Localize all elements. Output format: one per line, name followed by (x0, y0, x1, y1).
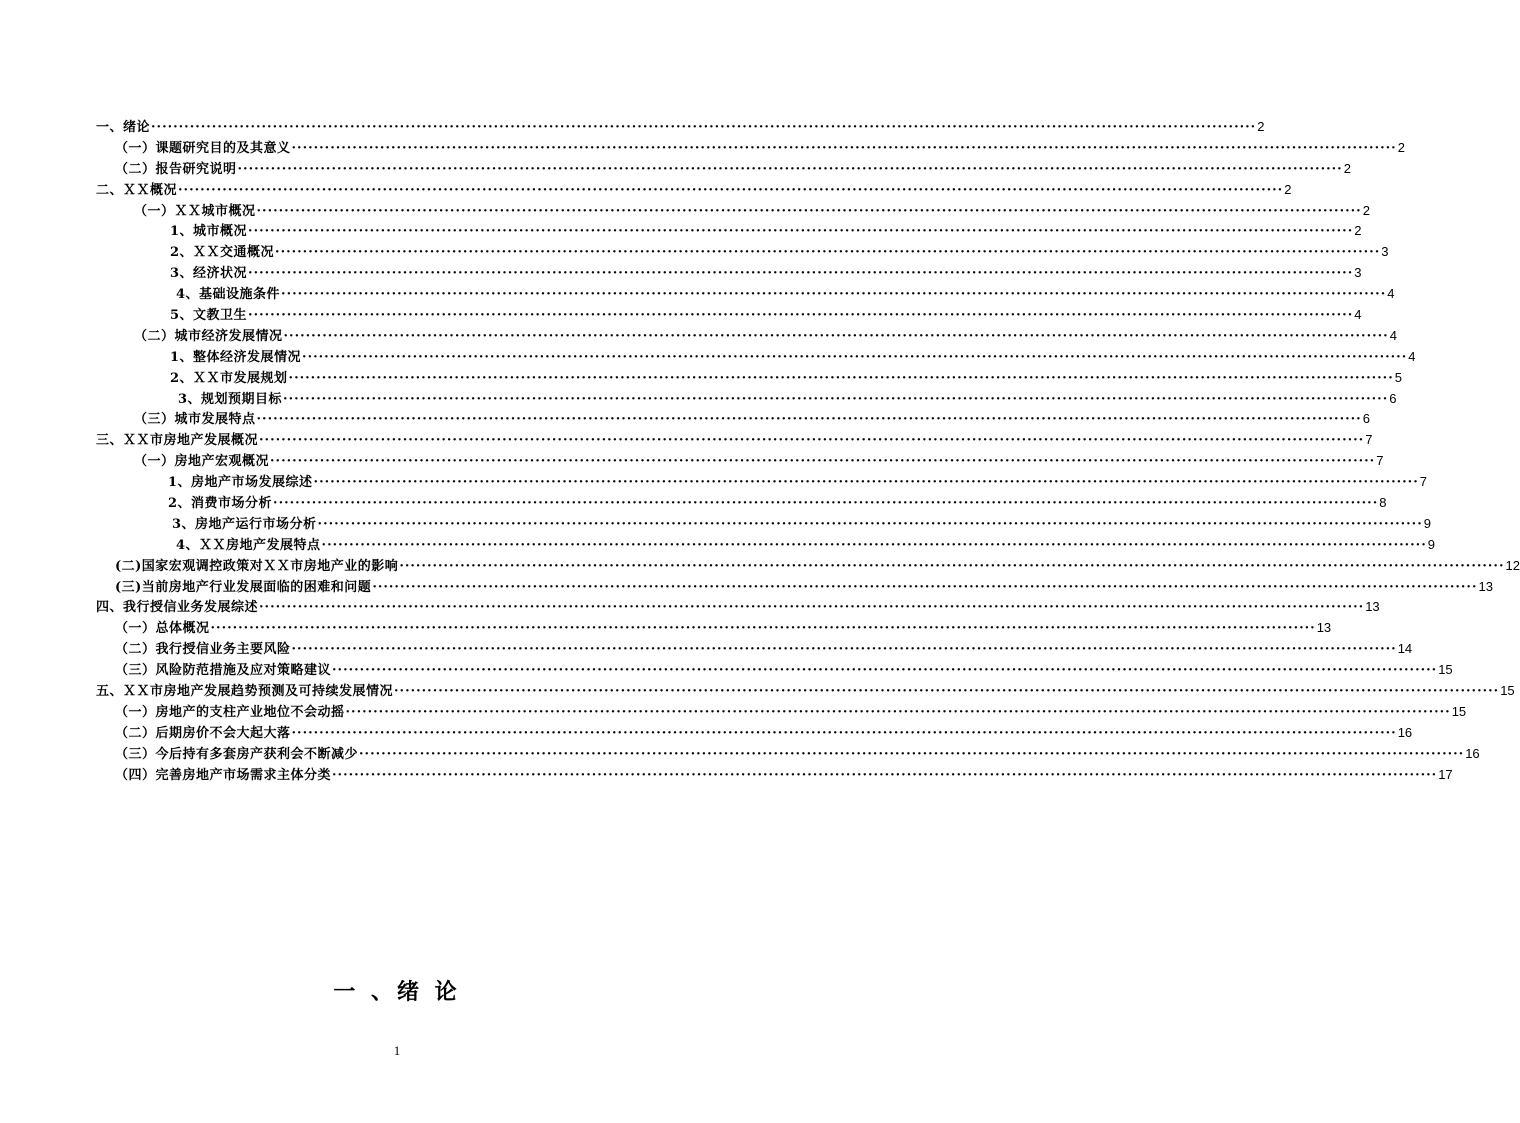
toc-entry-label: 1、房地产市场发展综述 (168, 475, 313, 491)
toc-entry-label: 4、基础设施条件 (176, 287, 281, 303)
toc-entry-label: （二）后期房价不会大起大落 (115, 725, 291, 741)
toc-dot-leader: ········································································································································································································ (256, 203, 1362, 219)
toc-entry-page: 2 (1284, 181, 1292, 197)
toc-entry-label: 4、ＸＸ房地产发展特点 (176, 537, 321, 553)
toc-entry-page: 12 (1505, 557, 1520, 573)
toc-dot-leader: ········································································································································································································ (399, 558, 1505, 574)
toc-entry-page: 14 (1397, 641, 1413, 657)
toc-entry-page: 5 (1394, 369, 1402, 385)
toc-entry[interactable] (96, 180, 1292, 201)
toc-entry-label: 3、经济状况 (170, 266, 248, 282)
toc-dot-leader: ········································································································································································································ (270, 454, 1376, 470)
toc-entry-page: 7 (1419, 474, 1427, 490)
toc-dot-leader: ········································································································································································································ (317, 516, 1423, 532)
toc-dot-leader: ········································································································································································································ (313, 475, 1419, 491)
toc-dot-leader: ········································································································································································································ (178, 182, 1284, 198)
toc-entry-page: 2 (1343, 160, 1351, 176)
toc-entry[interactable] (96, 660, 1453, 681)
toc-entry-label: 1、整体经济发展情况 (170, 349, 302, 365)
toc-entry-page: 2 (1354, 223, 1362, 239)
toc-entry[interactable] (96, 159, 1351, 180)
toc-entry-page: 15 (1438, 662, 1453, 678)
toc-entry-page: 7 (1376, 453, 1384, 469)
toc-entry[interactable] (96, 493, 1387, 514)
toc-entry[interactable] (96, 744, 1480, 765)
toc-entry-label: （二）报告研究说明 (115, 161, 237, 177)
toc-entry[interactable] (96, 326, 1397, 347)
toc-dot-leader: ········································································································································································································ (321, 537, 1427, 553)
toc-entry-label: 1、城市概况 (170, 224, 248, 240)
toc-entry-label: 三、ＸＸ市房地产发展概况 (96, 433, 259, 449)
toc-dot-leader: ········································································································································································································ (332, 767, 1438, 783)
toc-dot-leader: ········································································································································································································ (275, 245, 1381, 261)
toc-entry[interactable] (96, 201, 1370, 222)
toc-dot-leader: ········································································································································································································ (210, 621, 1316, 637)
toc-dot-leader: ········································································································································································································ (359, 746, 1465, 762)
toc-entry-page: 9 (1427, 536, 1435, 552)
toc-entry[interactable] (96, 389, 1397, 410)
toc-entry-label: 五、ＸＸ市房地产发展趋势预测及可持续发展情况 (96, 684, 394, 700)
toc-entry-label: 二、ＸＸ概况 (96, 182, 178, 198)
toc-dot-leader: ········································································································································································································ (248, 266, 1354, 282)
toc-dot-leader: ········································································································································································································ (288, 370, 1394, 386)
toc-entry-page: 15 (1451, 703, 1467, 719)
toc-dot-leader: ········································································································································································································ (259, 433, 1365, 449)
toc-entry[interactable] (96, 556, 1520, 577)
toc-entry[interactable] (96, 138, 1405, 159)
toc-dot-leader: ········································································································································································································ (259, 600, 1365, 616)
toc-dot-leader: ········································································································································································································ (256, 412, 1362, 428)
toc-dot-leader: ········································································································································································································ (372, 579, 1478, 595)
toc-entry[interactable] (96, 263, 1362, 284)
toc-entry-label: 2、ＸＸ交通概况 (170, 245, 275, 261)
toc-entry-label: 2、ＸＸ市发展规划 (170, 370, 288, 386)
toc-entry-page: 16 (1397, 724, 1413, 740)
toc-dot-leader: ········································································································································································································ (151, 120, 1257, 135)
toc-entry-label: （一）房地产的支柱产业地位不会动摇 (115, 704, 345, 720)
toc-entry-page: 13 (1478, 578, 1493, 594)
toc-entry[interactable] (96, 639, 1413, 660)
toc-entry[interactable] (96, 472, 1427, 493)
toc-entry[interactable] (96, 577, 1493, 598)
toc-entry-label: （三）风险防范措施及应对策略建议 (115, 663, 332, 679)
toc-entry-page: 6 (1389, 390, 1397, 406)
toc-entry[interactable] (96, 284, 1395, 305)
toc-entry-label: 四、我行授信业务发展综述 (96, 600, 259, 616)
toc-entry-page: 6 (1362, 411, 1370, 427)
toc-entry-page: 2 (1257, 119, 1265, 134)
toc-entry[interactable] (96, 765, 1453, 786)
toc-dot-leader: ········································································································································································································ (302, 349, 1408, 365)
toc-entry-page: 8 (1379, 495, 1387, 511)
toc-entry[interactable] (96, 117, 1265, 138)
toc-entry-page: 4 (1408, 348, 1416, 364)
toc-entry-page: 15 (1500, 683, 1515, 699)
toc-entry-label: （一）房地产宏观概况 (134, 454, 270, 470)
toc-entry-page: 4 (1389, 327, 1397, 343)
toc-dot-leader: ········································································································································································································ (283, 391, 1389, 407)
toc-entry[interactable] (96, 305, 1362, 326)
toc-entry[interactable] (96, 702, 1467, 723)
toc-entry-label: （二）城市经济发展情况 (134, 328, 283, 344)
chapter-heading: 一 、绪 论 (333, 979, 461, 1005)
toc-entry-label: 3、规划预期目标 (178, 391, 283, 407)
toc-entry[interactable] (96, 514, 1431, 535)
toc-entry-page: 13 (1365, 599, 1380, 615)
toc-entry[interactable] (96, 221, 1362, 242)
toc-entry-label: 5、文教卫生 (170, 308, 248, 324)
toc-dot-leader: ········································································································································································································ (237, 161, 1343, 177)
toc-entry-page: 7 (1365, 432, 1373, 448)
toc-entry-label: （一）总体概况 (115, 621, 210, 637)
toc-entry[interactable] (96, 618, 1332, 639)
toc-dot-leader: ········································································································································································································ (248, 308, 1354, 324)
toc-entry[interactable] (96, 535, 1435, 556)
toc-entry[interactable] (96, 681, 1515, 702)
toc-entry-label: （三）城市发展特点 (134, 412, 256, 428)
toc-dot-leader: ········································································································································································································ (273, 496, 1379, 512)
toc-dot-leader: ········································································································································································································ (291, 642, 1397, 658)
toc-dot-leader: ········································································································································································································ (394, 684, 1500, 700)
toc-entry-page: 3 (1381, 244, 1389, 260)
toc-entry-label: （一）课题研究目的及其意义 (115, 140, 291, 156)
toc-entry-page: 4 (1387, 286, 1395, 302)
table-of-contents (96, 117, 1520, 786)
toc-entry[interactable] (96, 368, 1402, 389)
toc-entry[interactable] (96, 242, 1389, 263)
page-number: 1 (393, 1043, 401, 1058)
toc-entry-page: 9 (1423, 515, 1431, 531)
toc-dot-leader: ········································································································································································································ (345, 704, 1451, 720)
toc-entry-page: 17 (1438, 766, 1453, 782)
toc-entry-page: 2 (1362, 202, 1370, 218)
toc-entry[interactable] (96, 597, 1380, 618)
toc-entry-label: （一）ＸＸ城市概况 (134, 203, 256, 219)
toc-entry[interactable] (96, 430, 1373, 451)
toc-dot-leader: ········································································································································································································ (332, 663, 1438, 679)
toc-entry-label: （四）完善房地产市场需求主体分类 (115, 767, 332, 783)
toc-dot-leader: ········································································································································································································ (281, 287, 1387, 303)
toc-entry-label: 2、消费市场分析 (168, 496, 273, 512)
toc-dot-leader: ········································································································································································································ (291, 725, 1397, 741)
toc-entry-label: (二)国家宏观调控政策对ＸＸ市房地产业的影响 (115, 558, 399, 574)
toc-dot-leader: ········································································································································································································ (291, 140, 1397, 156)
toc-dot-leader: ········································································································································································································ (283, 328, 1389, 344)
toc-entry-label: (三)当前房地产行业发展面临的困难和问题 (115, 579, 372, 595)
toc-entry-label: 一、绪论 (96, 120, 151, 135)
toc-dot-leader: ········································································································································································································ (248, 224, 1354, 240)
toc-entry[interactable] (96, 723, 1413, 744)
toc-entry-label: 3、房地产运行市场分析 (172, 516, 317, 532)
toc-entry-page: 13 (1316, 620, 1332, 636)
toc-entry-page: 4 (1354, 307, 1362, 323)
toc-entry-label: （三）今后持有多套房产获利会不断减少 (115, 746, 359, 762)
toc-entry-page: 16 (1465, 745, 1480, 761)
toc-entry[interactable] (96, 451, 1384, 472)
toc-entry-label: （二）我行授信业务主要风险 (115, 642, 291, 658)
toc-entry-page: 3 (1354, 265, 1362, 281)
toc-entry[interactable] (96, 347, 1416, 368)
toc-entry-page: 2 (1397, 139, 1405, 155)
toc-entry[interactable] (96, 409, 1370, 430)
